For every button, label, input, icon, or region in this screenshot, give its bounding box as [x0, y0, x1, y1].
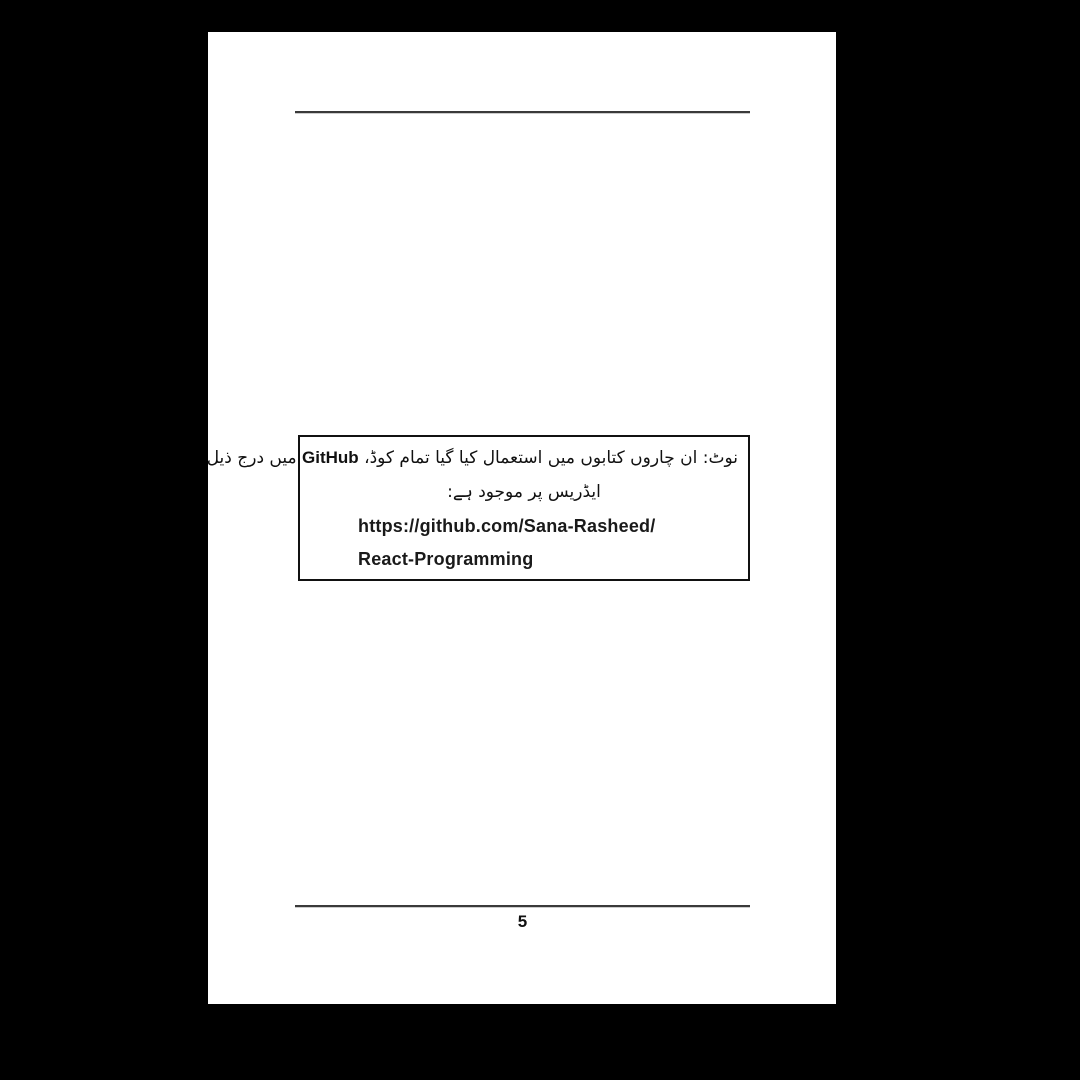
urdu-note-line2: ایڈریس پر موجود ہے: [447, 482, 601, 502]
urdu-note-line1 [206, 441, 738, 475]
urdu-note-line1-start: نوٹ: ان چاروں کتابوں میں استعمال کیا گیا تمام کوڈ، [364, 448, 738, 468]
urdu-note-line1-end: میں درج ذیل [206, 448, 297, 468]
page-number: 5 [517, 912, 528, 931]
github-url-line2: React-Programming [358, 549, 534, 569]
github-word: GitHub [302, 448, 359, 467]
github-url-line1: https://github.com/Sana-Rasheed/ [358, 516, 656, 536]
document-page [208, 32, 836, 1004]
note-box [206, 435, 750, 581]
top-horizontal-rule [295, 111, 750, 113]
bottom-horizontal-rule [295, 905, 750, 907]
